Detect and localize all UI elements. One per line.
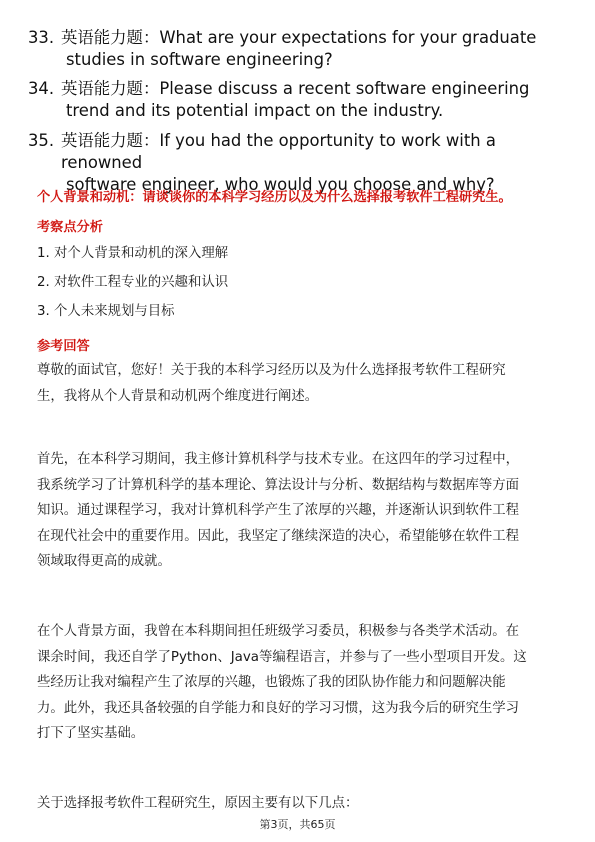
paragraph-line: 些经历让我对编程产生了浓厚的兴趣，也锻炼了我的团队协作能力和问题解决能 (37, 675, 506, 690)
question-text-line2: trend and its potential impact on the industry. (66, 101, 444, 120)
question-number: 33. (28, 28, 55, 47)
analysis-point: 3. 个人未来规划与目标 (37, 304, 175, 319)
question-text-line1: 英语能力题：What are your expectations for your graduate (61, 28, 537, 47)
section-title: 个人背景和动机：请谈谈你的本科学习经历以及为什么选择报考软件工程研究生。 (37, 190, 512, 205)
answer-paragraph (37, 447, 562, 575)
question-text-line1: 英语能力题：Please discuss a recent software engineering (61, 79, 530, 98)
analysis-point: 2. 对软件工程专业的兴趣和认识 (37, 275, 229, 290)
question-text-line2: software engineer, who would you choose and why? (66, 175, 495, 194)
analysis-point: 1. 对个人背景和动机的深入理解 (37, 246, 229, 261)
question-35 (28, 130, 568, 196)
question-34 (28, 78, 568, 122)
paragraph-line: 力。此外，我还具备较强的自学能力和良好的学习习惯，这为我今后的研究生学习 (37, 700, 520, 716)
paragraph-line: 在现代社会中的重要作用。因此，我坚定了继续深造的决心，希望能够在软件工程 (37, 528, 520, 544)
analysis-heading: 考察点分析 (37, 220, 103, 235)
question-number: 35. (28, 131, 55, 150)
question-text-line1: 英语能力题：If you had the opportunity to work with a renowned (61, 131, 496, 172)
paragraph-line: 尊敬的面试官，您好！关于我的本科学习经历以及为什么选择报考软件工程研究 (37, 363, 506, 378)
page-footer: 第3页，共65页 (259, 818, 336, 831)
paragraph-line: 首先，在本科学习期间，我主修计算机科学与技术专业。在这四年的学习过程中， (37, 452, 520, 467)
question-number: 34. (28, 79, 55, 98)
paragraph-line: 课余时间，我还自学了Python、Java等编程语言，并参与了一些小型项目开发。这 (37, 649, 527, 665)
paragraph-line: 知识。通过课程学习，我对计算机科学产生了浓厚的兴趣，并逐渐认识到软件工程 (37, 503, 520, 518)
paragraph-line: 关于选择报考软件工程研究生，原因主要有以下几点： (37, 796, 359, 811)
answer-paragraph (37, 358, 562, 409)
paragraph-line: 领域取得更高的成就。 (37, 554, 171, 569)
answer-heading: 参考回答 (37, 339, 90, 354)
paragraph-line: 我系统学习了计算机科学的基本理论、算法设计与分析、数据结构与数据库等方面 (37, 477, 520, 493)
paragraph-line: 在个人背景方面，我曾在本科期间担任班级学习委员，积极参与各类学术活动。在 (37, 624, 520, 639)
paragraph-line: 生，我将从个人背景和动机两个维度进行阐述。 (37, 388, 319, 404)
paragraph-line: 打下了坚实基础。 (37, 726, 145, 741)
answer-paragraph (37, 791, 562, 817)
answer-paragraph (37, 619, 562, 747)
question-33 (28, 27, 568, 71)
question-text-line2: studies in software engineering? (66, 50, 333, 69)
